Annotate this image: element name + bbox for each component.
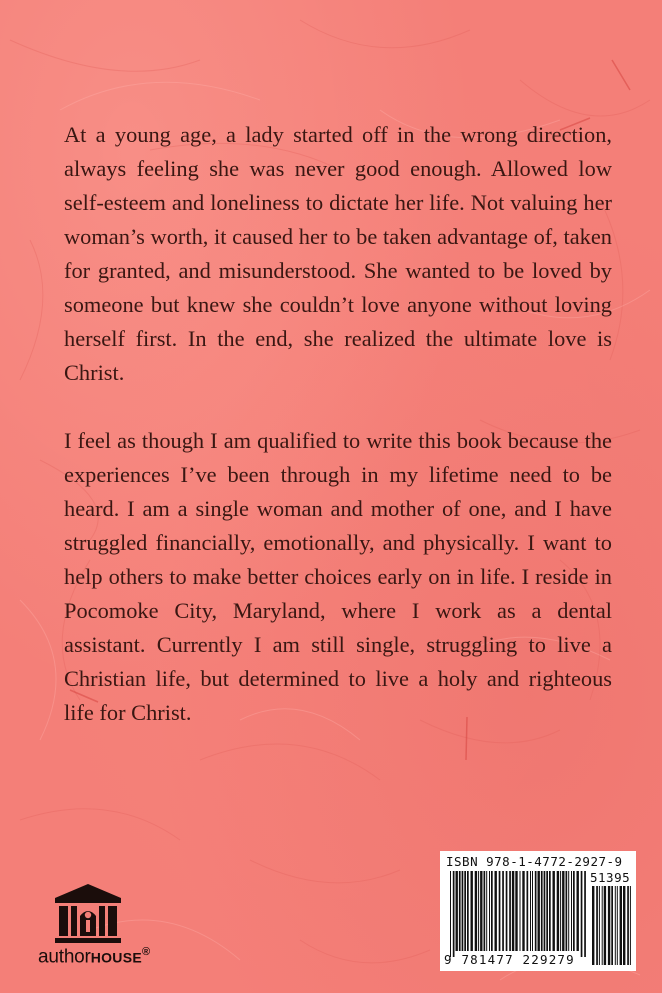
barcode-bar: [506, 871, 508, 951]
authorhouse-logo-icon: [51, 882, 125, 944]
barcode-bar: [484, 871, 486, 951]
barcode-bar: [467, 871, 469, 951]
isbn-text: ISBN 978-1-4772-2927-9: [446, 854, 623, 869]
publisher-block: [38, 882, 168, 972]
barcode-bar: [620, 886, 622, 965]
barcode-bar: [544, 871, 546, 951]
barcode-bar: [509, 871, 511, 951]
blurb-paragraph-1: At a young age, a lady started off in the wrong direction, always feeling she was never good enough. Allowed low self-esteem and loneliness to dictate her life. Not valuing her woman’s worth, it caused her to be taken advantage of, taken for granted, and misunderstood. She wanted to be loved by someone but knew she couldn’t love anyone without loving herself first. In the end, she realized the ultimate love is Christ.: [64, 122, 612, 385]
publisher-name-light: author: [38, 946, 91, 968]
barcode-bar: [604, 886, 606, 965]
barcode-bar: [522, 871, 524, 951]
barcode-bar: [546, 871, 548, 951]
barcode-bar: [491, 871, 493, 951]
barcode-bar: [471, 871, 473, 951]
barcode-bar: [573, 871, 575, 951]
barcode-bar: [532, 871, 533, 951]
registered-mark: ®: [141, 946, 150, 958]
barcode-bar: [462, 871, 464, 951]
barcode-bar: [512, 871, 514, 951]
barcode-bar: [502, 871, 504, 951]
barcode-bar: [450, 871, 451, 957]
publisher-name-caps: HOUSE: [90, 949, 142, 966]
barcode-bar: [562, 871, 564, 951]
barcode-bar: [480, 871, 482, 951]
barcode-addon-digits: 51395: [590, 870, 631, 885]
barcode-bar: [459, 871, 461, 951]
barcode-bar: [608, 886, 610, 965]
barcode-bar: [478, 871, 479, 951]
barcode-bar: [541, 871, 543, 951]
barcode-bar: [584, 871, 586, 957]
barcode-bar: [557, 871, 559, 951]
barcode-bar: [627, 886, 629, 965]
barcode-bar: [489, 871, 490, 951]
barcode-bar: [577, 871, 579, 951]
publisher-name: [38, 946, 150, 968]
blurb-paragraph-2: I feel as though I am qualified to write this book because the experiences I’ve been through in my lifetime need to be heard. I am a single woman and mother of one, and I have struggled financially, emotionally, and physically. I want to help others to make better choices early on in life. I reside in Pocomoke City, Maryland, where I work as a dental assistant. Currently I am still single, struggling to live a Christian life, but determined to live a holy and righteous life for Christ.: [64, 428, 612, 725]
barcode-bar: [527, 871, 529, 951]
barcode-bar: [617, 886, 618, 965]
barcode-bar: [611, 886, 613, 965]
barcode-bar: [515, 871, 517, 951]
barcode-bar: [486, 871, 487, 951]
barcode-bar: [581, 871, 583, 957]
barcode-bar: [623, 886, 625, 965]
barcode-bar: [530, 871, 531, 951]
barcode-bar: [453, 871, 455, 957]
barcode-main-digits: 9 781477 229279: [444, 952, 575, 967]
isbn-barcode: [440, 851, 636, 971]
barcode-bar: [535, 871, 537, 951]
barcode-bar: [549, 871, 551, 951]
barcode-bar: [553, 871, 555, 951]
barcode-bar: [499, 871, 501, 951]
back-cover-blurb: [64, 118, 612, 730]
barcode-bar: [568, 871, 569, 951]
barcode-bar: [592, 886, 594, 965]
barcode-bar: [602, 886, 603, 965]
barcode-bar: [495, 871, 497, 951]
barcode-bar: [475, 871, 477, 951]
barcode-bar: [520, 871, 521, 951]
barcode-bar: [560, 871, 561, 951]
barcode-bar: [599, 886, 600, 965]
barcode-bar: [464, 871, 466, 951]
barcode-bar: [538, 871, 540, 951]
barcode-bar: [571, 871, 572, 951]
barcode-bar: [630, 886, 631, 965]
barcode-bar: [456, 871, 458, 951]
barcode-bar: [566, 871, 568, 951]
barcode-bar: [596, 886, 598, 965]
barcode-bar: [615, 886, 616, 965]
